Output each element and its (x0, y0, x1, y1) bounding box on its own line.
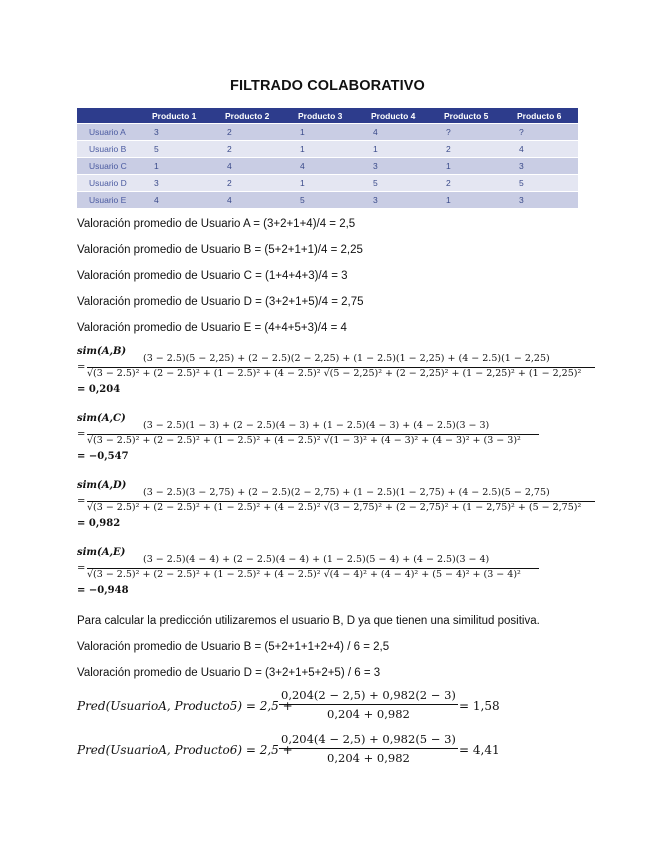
table-cell: 5 (359, 175, 432, 192)
average-user-e: Valoración promedio de Usuario E = (4+4+5+3)/4 = 4 (77, 322, 347, 334)
table-cell: 2 (432, 141, 505, 158)
similarity-a-e (77, 547, 617, 603)
similarity-a-c (77, 413, 617, 469)
similarity-result: = 0,982 (77, 518, 121, 529)
prediction-result: = 1,58 (459, 699, 500, 713)
table-row (77, 141, 578, 158)
table-cell: ? (505, 124, 578, 141)
prediction-denominator: 0,204 + 0,982 (327, 707, 410, 721)
similarity-label: sim(A,B) (77, 346, 127, 357)
table-cell: 2 (213, 124, 286, 141)
prediction-note: Para calcular la predicción utilizaremos el usuario B, D ya que tienen una similitud positiva. (77, 615, 540, 627)
table-cell: 1 (286, 141, 359, 158)
table-cell: 4 (213, 158, 286, 175)
prediction-lhs: Pred(UsuarioA, Producto6) = 2,5 + (77, 743, 293, 757)
table-cell: 3 (505, 192, 578, 209)
prediction-lhs: Pred(UsuarioA, Producto5) = 2,5 + (77, 699, 293, 713)
prediction-fraction (279, 732, 458, 765)
table-cell: ? (432, 124, 505, 141)
prediction-fraction (279, 688, 458, 721)
row-user: Usuario E (77, 192, 140, 209)
table-row (77, 124, 578, 141)
table-cell: 2 (213, 141, 286, 158)
ratings-table (77, 108, 578, 208)
similarity-a-d (77, 480, 617, 536)
similarity-denominator: √(3 − 2.5)² + (2 − 2.5)² + (1 − 2.5)² + (4 − 2.5)² √(1 − 3)² + (4 − 3)² + (4 − 3)² + (3 − 3)² (87, 435, 521, 446)
equals-sign: = (77, 496, 86, 507)
similarity-numerator: (3 − 2.5)(4 − 4) + (2 − 2.5)(4 − 4) + (1 − 2.5)(5 − 4) + (4 − 2.5)(3 − 4) (143, 554, 490, 565)
similarity-result: = 0,204 (77, 384, 121, 395)
header-cell: Producto 4 (359, 108, 432, 124)
similarity-label: sim(A,C) (77, 413, 126, 424)
similarity-numerator: (3 − 2.5)(3 − 2,75) + (2 − 2.5)(2 − 2,75) + (1 − 2.5)(1 − 2,75) + (4 − 2.5)(5 − 2,75) (143, 487, 550, 498)
table-row (77, 192, 578, 209)
table-row (77, 175, 578, 192)
prediction-product-6 (77, 732, 557, 768)
table-cell: 1 (359, 141, 432, 158)
table-cell: 4 (140, 192, 213, 209)
table-cell: 5 (505, 175, 578, 192)
similarity-label: sim(A,E) (77, 547, 126, 558)
table-cell: 1 (432, 158, 505, 175)
prediction-result: = 4,41 (459, 743, 500, 757)
table-row (77, 158, 578, 175)
header-cell: Producto 1 (140, 108, 213, 124)
prediction-denominator: 0,204 + 0,982 (327, 751, 410, 765)
prediction-numerator: 0,204(2 − 2,5) + 0,982(2 − 3) (279, 688, 458, 705)
average-user-b: Valoración promedio de Usuario B = (5+2+1+1)/4 = 2,25 (77, 244, 363, 256)
table-cell: 4 (213, 192, 286, 209)
similarity-a-b (77, 346, 617, 402)
average-user-d-all: Valoración promedio de Usuario D = (3+2+1+5+2+5) / 6 = 3 (77, 667, 381, 679)
table-cell: 3 (140, 175, 213, 192)
row-user: Usuario C (77, 158, 140, 175)
equals-sign: = (77, 563, 86, 574)
header-cell: Producto 6 (505, 108, 578, 124)
header-cell: Producto 5 (432, 108, 505, 124)
similarity-denominator: √(3 − 2.5)² + (2 − 2.5)² + (1 − 2.5)² + (4 − 2.5)² √(4 − 4)² + (4 − 4)² + (5 − 4)² + (3 − 4)² (87, 569, 521, 580)
table-cell: 4 (359, 124, 432, 141)
table-cell: 3 (140, 124, 213, 141)
header-cell: Producto 3 (286, 108, 359, 124)
table-cell: 3 (359, 158, 432, 175)
header-cell: Producto 2 (213, 108, 286, 124)
table-cell: 5 (140, 141, 213, 158)
average-user-c: Valoración promedio de Usuario C = (1+4+4+3)/4 = 3 (77, 270, 348, 282)
table-header-row (77, 108, 578, 124)
similarity-result: = −0,547 (77, 451, 129, 462)
similarity-result: = −0,948 (77, 585, 129, 596)
table-cell: 4 (505, 141, 578, 158)
table-cell: 2 (213, 175, 286, 192)
table-cell: 3 (359, 192, 432, 209)
average-user-a: Valoración promedio de Usuario A = (3+2+1+4)/4 = 2,5 (77, 218, 356, 230)
table-cell: 5 (286, 192, 359, 209)
row-user: Usuario D (77, 175, 140, 192)
table-cell: 2 (432, 175, 505, 192)
similarity-denominator: √(3 − 2.5)² + (2 − 2.5)² + (1 − 2.5)² + (4 − 2.5)² √(5 − 2,25)² + (2 − 2,25)² + (1 − 2,25)² + (1 − 2,25)² (87, 368, 582, 379)
prediction-product-5 (77, 688, 557, 724)
average-user-d: Valoración promedio de Usuario D = (3+2+1+5)/4 = 2,75 (77, 296, 364, 308)
row-user: Usuario A (77, 124, 140, 141)
similarity-numerator: (3 − 2.5)(1 − 3) + (2 − 2.5)(4 − 3) + (1 − 2.5)(4 − 3) + (4 − 2.5)(3 − 3) (143, 420, 490, 431)
equals-sign: = (77, 429, 86, 440)
table-cell: 1 (286, 124, 359, 141)
header-cell (77, 108, 140, 124)
page-title: FILTRADO COLABORATIVO (230, 78, 425, 94)
table-cell: 1 (432, 192, 505, 209)
row-user: Usuario B (77, 141, 140, 158)
similarity-numerator: (3 − 2.5)(5 − 2,25) + (2 − 2.5)(2 − 2,25) + (1 − 2.5)(1 − 2,25) + (4 − 2.5)(1 − 2,25) (143, 353, 550, 364)
similarity-label: sim(A,D) (77, 480, 127, 491)
table-cell: 4 (286, 158, 359, 175)
prediction-numerator: 0,204(4 − 2,5) + 0,982(5 − 3) (279, 732, 458, 749)
table-cell: 1 (286, 175, 359, 192)
table-cell: 1 (140, 158, 213, 175)
similarity-denominator: √(3 − 2.5)² + (2 − 2.5)² + (1 − 2.5)² + (4 − 2.5)² √(3 − 2,75)² + (2 − 2,75)² + (1 − 2,75)² + (5 − 2,75)² (87, 502, 582, 513)
equals-sign: = (77, 362, 86, 373)
table-cell: 3 (505, 158, 578, 175)
average-user-b-all: Valoración promedio de Usuario B = (5+2+1+1+2+4) / 6 = 2,5 (77, 641, 390, 653)
